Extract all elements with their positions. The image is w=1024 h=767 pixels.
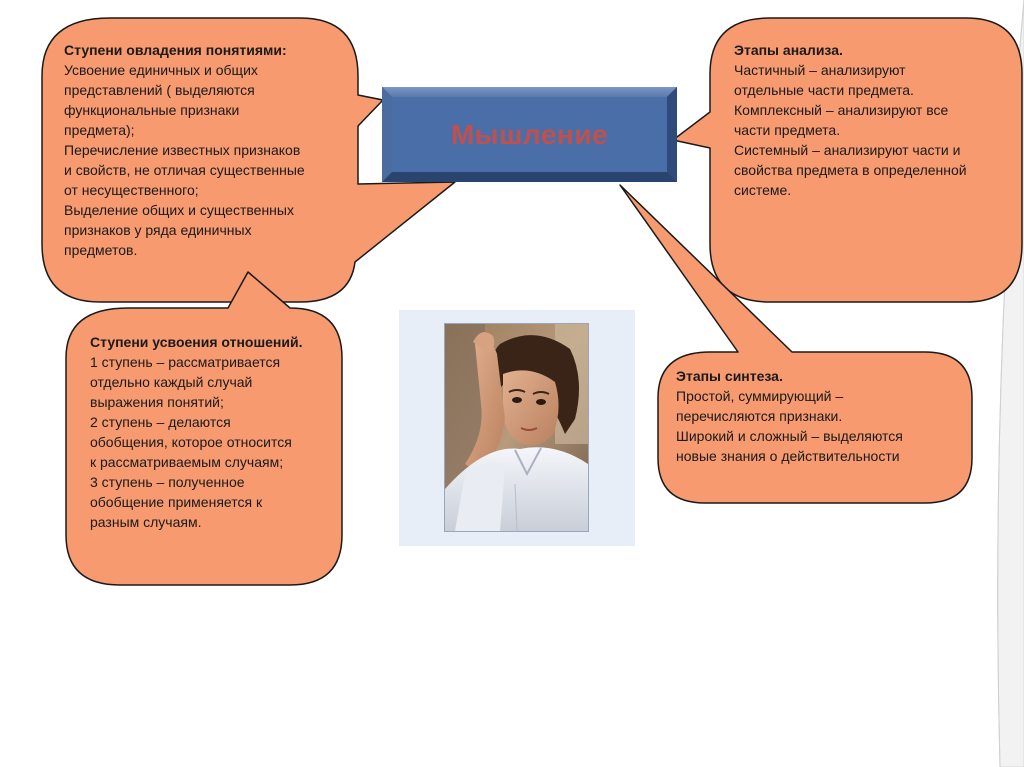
relations-line: 2 ступень – делаются [90, 414, 231, 430]
synthesis-line: новые знания о действительности [676, 448, 900, 464]
center-concept-box [382, 87, 677, 182]
analysis-line: Системный – анализируют части и [734, 142, 961, 158]
synthesis-line: перечисляются признаки. [676, 408, 843, 424]
concepts-bubble [64, 40, 354, 260]
concepts-line: функциональные признаки [64, 102, 240, 118]
relations-line: 3 ступень – полученное [90, 474, 245, 490]
analysis-title: Этапы анализа. [734, 42, 843, 58]
relations-line: к рассматриваемым случаям; [90, 454, 284, 470]
analysis-line: Частичный – анализируют [734, 62, 906, 78]
concepts-line: признаков у ряда единичных [64, 222, 252, 238]
analysis-line: части предмета. [734, 122, 841, 138]
concepts-line: Выделение общих и существенных [64, 202, 294, 218]
concepts-line: Перечисление известных признаков [64, 142, 301, 158]
synthesis-bubble [676, 366, 966, 466]
synthesis-title: Этапы синтеза. [676, 368, 783, 384]
relations-bubble [90, 332, 340, 532]
synthesis-line: Широкий и сложный – выделяются [676, 428, 903, 444]
relations-line: отдельно каждый случай [90, 374, 253, 390]
analysis-line: Комплексный – анализируют все [734, 102, 949, 118]
girl-raising-hand-image [445, 324, 588, 531]
analysis-bubble [734, 40, 1014, 200]
concepts-line: предмета); [64, 122, 135, 138]
relations-line: обобщения, которое относится [90, 434, 292, 450]
concepts-line: и свойств, не отличая существенные [64, 162, 305, 178]
relations-line: разным случаям. [90, 514, 202, 530]
analysis-line: отдельные части предмета. [734, 82, 914, 98]
relations-title: Ступени усвоения отношений. [90, 334, 303, 350]
analysis-line: свойства предмета в определенной [734, 162, 967, 178]
concepts-line: предметов. [64, 242, 138, 258]
analysis-line: системе. [734, 182, 792, 198]
concepts-line: от несущественного; [64, 182, 199, 198]
child-photo [444, 323, 589, 532]
concepts-line: Усвоение единичных и общих [64, 62, 258, 78]
concepts-title: Ступени овладения понятиями: [64, 42, 287, 58]
center-concept-label: Мышление [450, 118, 609, 150]
concepts-line: представлений ( выделяются [64, 82, 255, 98]
relations-line: 1 ступень – рассматривается [90, 354, 281, 370]
synthesis-line: Простой, суммирующий – [676, 388, 844, 404]
relations-line: выражения понятий; [90, 394, 224, 410]
relations-line: обобщение применяется к [90, 494, 263, 510]
